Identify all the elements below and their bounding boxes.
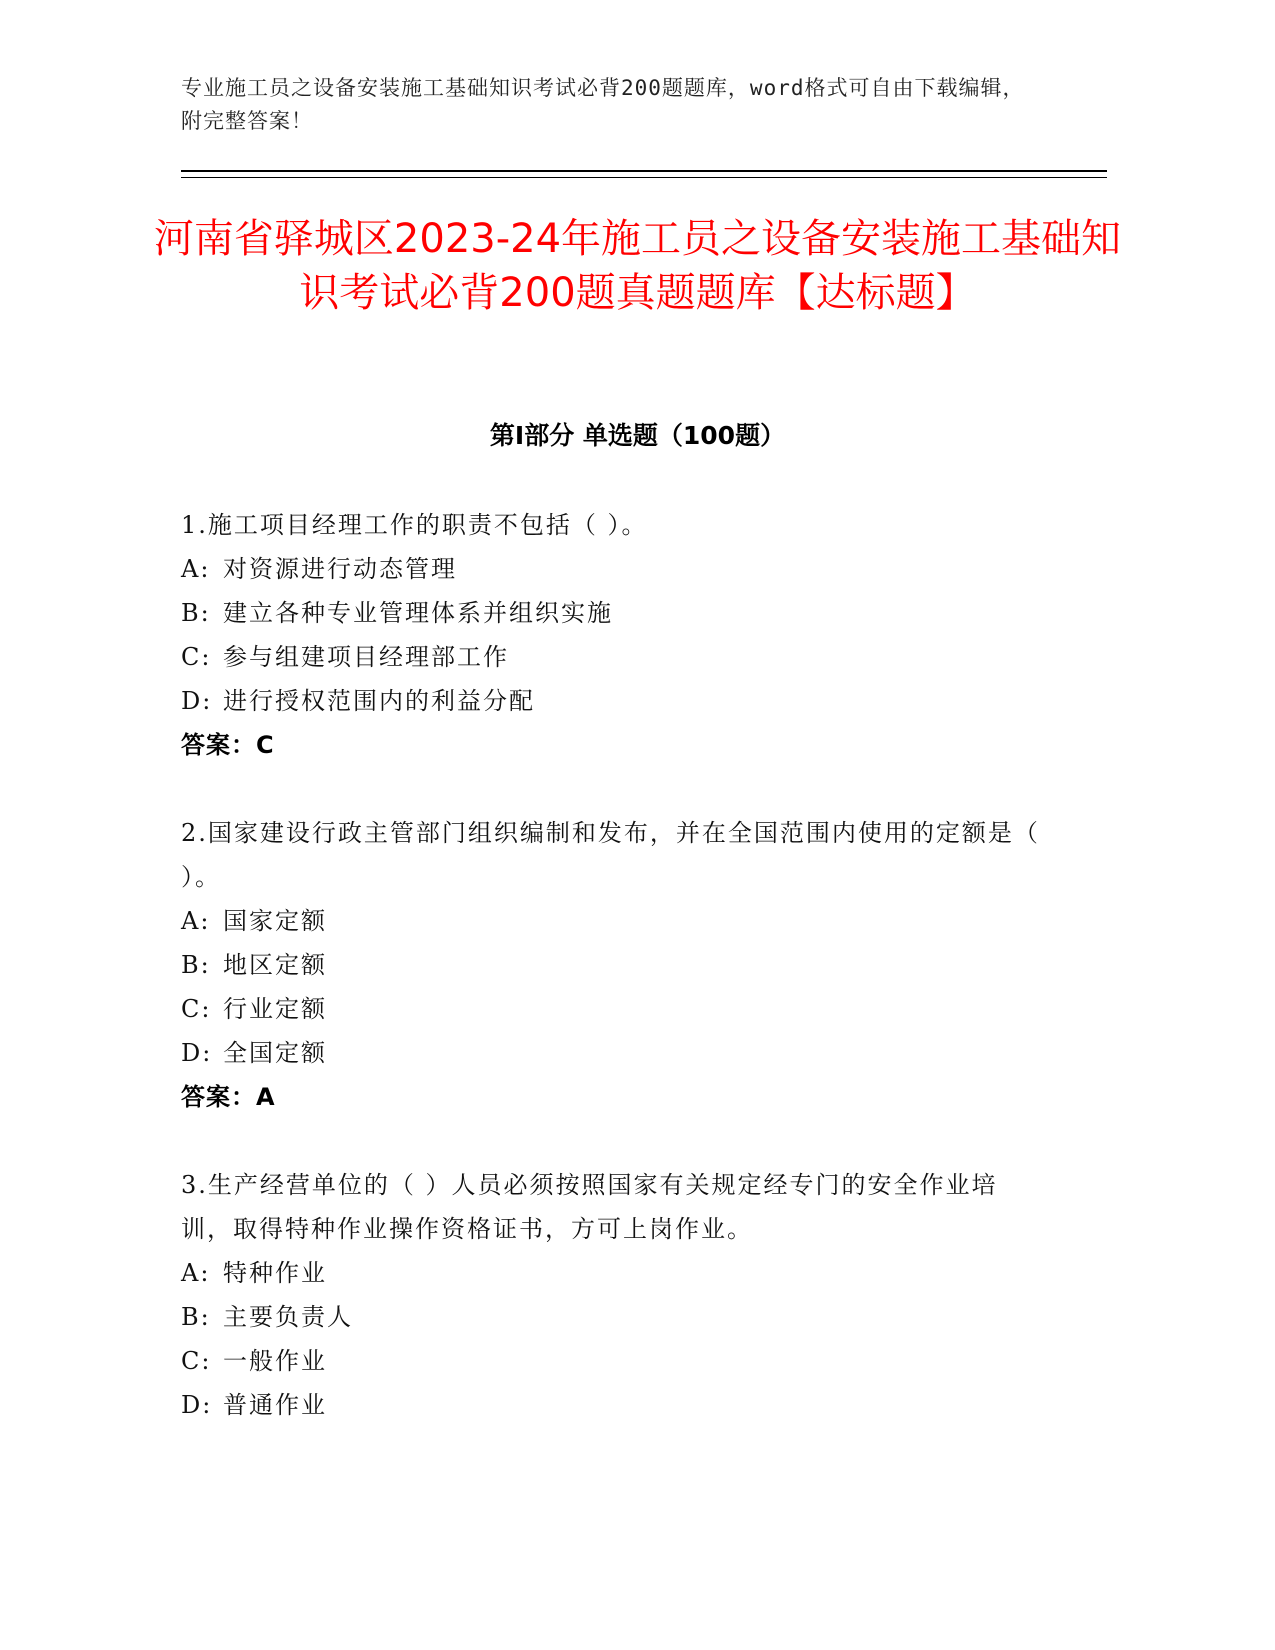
option-text: 建立各种专业管理体系并组织实施 [223, 599, 613, 627]
option-d [181, 1031, 1041, 1075]
option-d [181, 679, 1041, 723]
option-text: 一般作业 [223, 1347, 327, 1375]
option-text: 主要负责人 [223, 1303, 353, 1331]
question-2 [181, 811, 1041, 1119]
option-b [181, 1295, 1041, 1339]
option-label: B: [181, 1303, 211, 1331]
header-divider-thin [181, 177, 1107, 178]
answer-value: C [256, 731, 275, 759]
option-text: 对资源进行动态管理 [223, 555, 457, 583]
option-a [181, 547, 1041, 591]
question-stem: 3.生产经营单位的（ ）人员必须按照国家有关规定经专门的安全作业培训，取得特种作业操作资格证书，方可上岗作业。 [181, 1171, 998, 1243]
question-stem: 1.施工项目经理工作的职责不包括（ ）。 [181, 511, 648, 539]
question-1 [181, 503, 1041, 767]
option-text: 地区定额 [223, 951, 327, 979]
answer-prefix: 答案： [181, 1083, 256, 1111]
option-label: C: [181, 643, 212, 671]
question-list [181, 503, 1041, 1471]
answer-value: A [256, 1083, 276, 1111]
option-label: C: [181, 995, 212, 1023]
option-a [181, 1251, 1041, 1295]
header-note: 专业施工员之设备安装施工基础知识考试必背200题题库，word格式可自由下载编辑，附完整答案！ [181, 76, 1025, 133]
option-c [181, 987, 1041, 1031]
option-c [181, 635, 1041, 679]
document-title: 河南省驿城区2023-24年施工员之设备安装施工基础知识考试必背200题真题题库【达标题】 [153, 216, 1122, 316]
section-heading: 第I部分 单选题（100题） [489, 421, 786, 450]
option-label: A: [181, 907, 211, 935]
option-a [181, 899, 1041, 943]
option-c [181, 1339, 1041, 1383]
answer [181, 723, 1041, 767]
answer-prefix: 答案： [181, 731, 256, 759]
answer [181, 1075, 1041, 1119]
option-text: 特种作业 [223, 1259, 327, 1287]
option-label: C: [181, 1347, 212, 1375]
question-stem: 2.国家建设行政主管部门组织编制和发布，并在全国范围内使用的定额是（ ）。 [181, 819, 1040, 891]
option-b [181, 943, 1041, 987]
option-text: 全国定额 [223, 1039, 327, 1067]
option-d [181, 1383, 1041, 1427]
option-label: D: [181, 687, 213, 715]
option-label: D: [181, 1039, 213, 1067]
option-label: A: [181, 1259, 211, 1287]
header-divider-thick [181, 170, 1107, 172]
option-text: 行业定额 [223, 995, 327, 1023]
option-text: 参与组建项目经理部工作 [223, 643, 509, 671]
option-text: 国家定额 [223, 907, 327, 935]
option-label: B: [181, 599, 211, 627]
option-text: 普通作业 [223, 1391, 327, 1419]
option-b [181, 591, 1041, 635]
option-text: 进行授权范围内的利益分配 [223, 687, 535, 715]
option-label: B: [181, 951, 211, 979]
question-3 [181, 1163, 1041, 1427]
option-label: D: [181, 1391, 213, 1419]
option-label: A: [181, 555, 211, 583]
